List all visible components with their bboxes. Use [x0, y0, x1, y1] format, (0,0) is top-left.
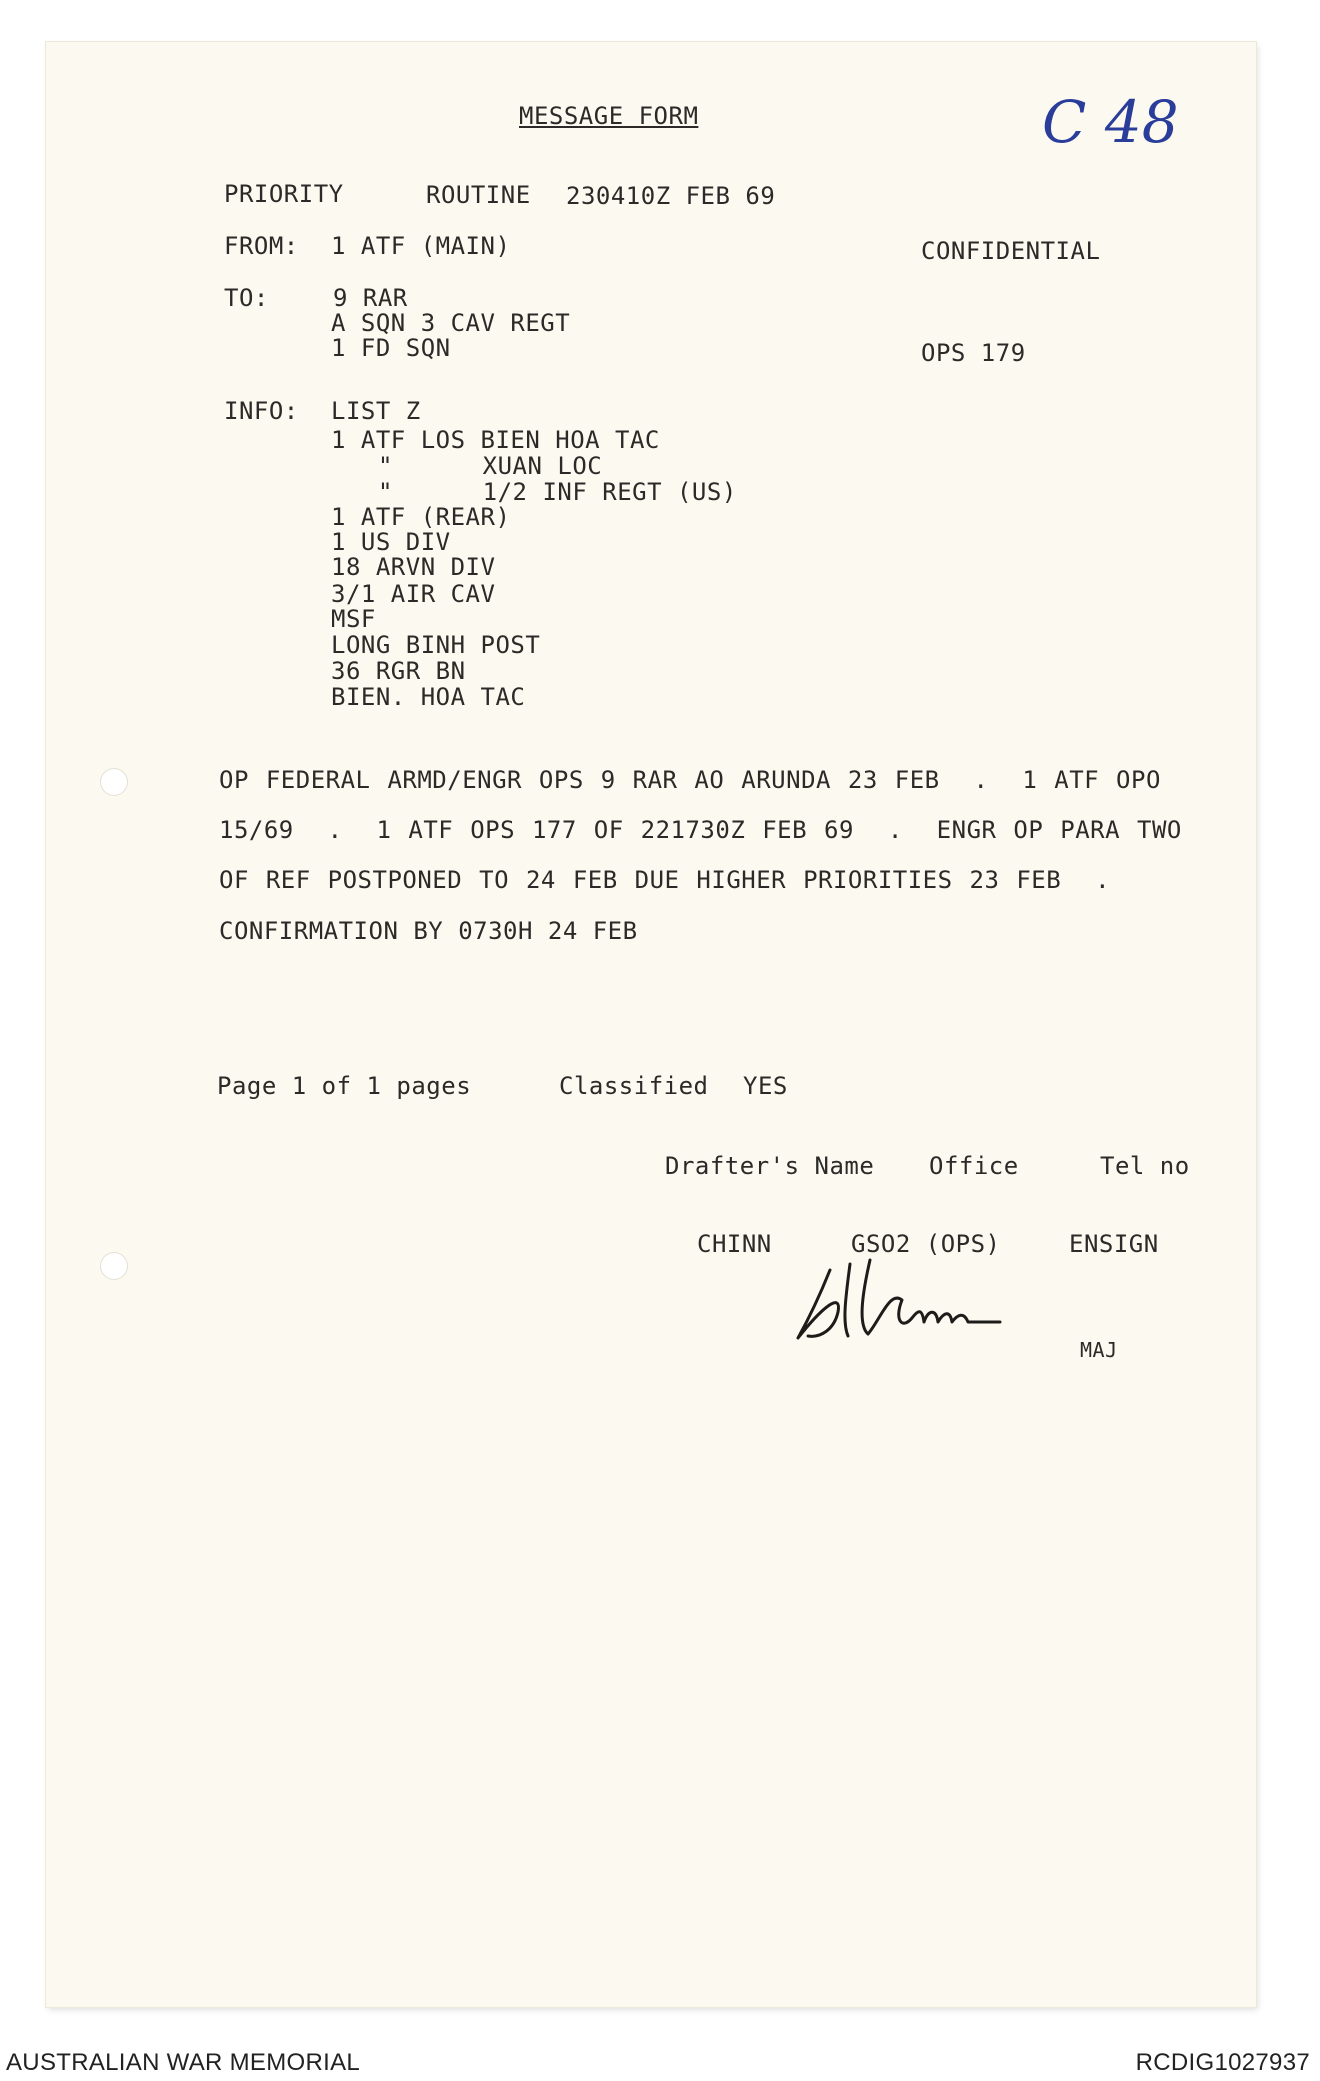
office-value: GSO2 (OPS): [851, 1230, 1001, 1258]
to-line: A SQN 3 CAV REGT: [331, 309, 571, 337]
footer-record-id: RCDIG1027937: [1135, 2049, 1310, 2076]
footer-institution: AUSTRALIAN WAR MEMORIAL: [6, 2049, 361, 2076]
info-line: 1 US DIV: [331, 528, 451, 556]
info-line: 3/1 AIR CAV: [331, 580, 496, 608]
office-label: Office: [929, 1152, 1019, 1180]
info-line: BIEN. HOA TAC: [331, 683, 526, 711]
info-line: 36 RGR BN: [331, 657, 466, 685]
tel-value: ENSIGN: [1069, 1230, 1159, 1258]
message-body-line: OF REF POSTPONED TO 24 FEB DUE HIGHER PRIORITIES 23 FEB .: [219, 866, 1111, 894]
info-line: 18 ARVN DIV: [331, 553, 496, 581]
info-line: " 1/2 INF REGT (US): [378, 478, 737, 506]
date-time-group: 230410Z FEB 69: [566, 182, 776, 210]
classified-label: Classified: [559, 1072, 709, 1100]
message-form-page: [46, 42, 1256, 2007]
to-line: 9 RAR: [333, 284, 408, 312]
from-label: FROM:: [224, 232, 299, 260]
info-line: LIST Z: [331, 397, 421, 425]
punch-hole-top: [100, 768, 128, 796]
form-title: MESSAGE FORM: [519, 102, 699, 130]
info-label: INFO:: [224, 397, 299, 425]
handwritten-signature: [790, 1250, 1080, 1350]
page-count: Page 1 of 1 pages: [217, 1072, 472, 1100]
message-body-line: OP FEDERAL ARMD/ENGR OPS 9 RAR AO ARUNDA 23 FEB . 1 ATF OPO: [219, 766, 1161, 794]
ops-reference: OPS 179: [921, 339, 1026, 367]
drafter-name-label: Drafter's Name: [665, 1152, 875, 1180]
info-line: LONG BINH POST: [331, 631, 541, 659]
tel-label: Tel no: [1100, 1152, 1190, 1180]
message-body-line: CONFIRMATION BY 0730H 24 FEB: [219, 917, 638, 945]
info-line: MSF: [331, 605, 376, 633]
priority-label: PRIORITY: [224, 180, 344, 208]
info-line: 1 ATF LOS BIEN HOA TAC: [331, 426, 660, 454]
from-value: 1 ATF (MAIN): [331, 232, 511, 260]
info-line: " XUAN LOC: [378, 452, 603, 480]
punch-hole-bottom: [100, 1252, 128, 1280]
info-line: 1 ATF (REAR): [331, 503, 511, 531]
handwritten-reference: C 48: [1042, 88, 1179, 156]
classification-marking: CONFIDENTIAL: [921, 237, 1101, 265]
to-line: 1 FD SQN: [331, 334, 451, 362]
routine-label: ROUTINE: [426, 181, 531, 209]
to-label: TO:: [224, 284, 269, 312]
classified-value: YES: [743, 1072, 788, 1100]
drafter-name: CHINN: [697, 1230, 772, 1258]
signature-rank: MAJ: [1080, 1338, 1118, 1362]
message-body-line: 15/69 . 1 ATF OPS 177 OF 221730Z FEB 69 . ENGR OP PARA TWO: [219, 816, 1182, 844]
